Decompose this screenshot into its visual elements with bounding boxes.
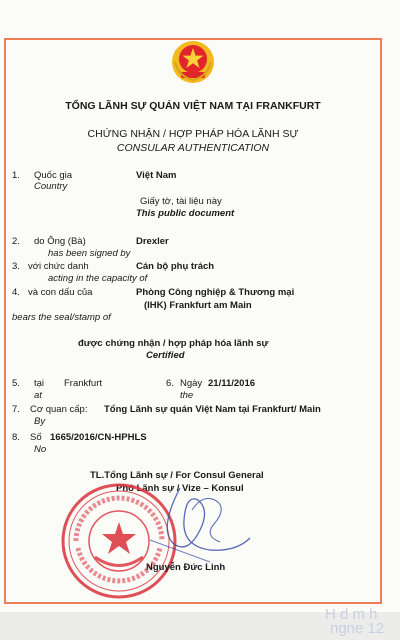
place-value: Frankfurt <box>64 378 103 389</box>
capacity-label: với chức danh <box>28 261 89 272</box>
item-number-2: 2. <box>12 236 20 247</box>
item-number-7: 7. <box>12 404 20 415</box>
item-number-8: 8. <box>12 432 20 443</box>
number-label: Số <box>30 432 42 443</box>
document-label: Giấy tờ, tài liệu này <box>140 196 222 207</box>
seal-value-line-2: (IHK) Frankfurt am Main <box>144 300 252 311</box>
item-number-3: 3. <box>12 261 20 272</box>
item-number-4: 4. <box>12 287 20 298</box>
item-number-5: 5. <box>12 378 20 389</box>
authentication-title-en: CONSULAR AUTHENTICATION <box>116 142 270 154</box>
country-label: Quốc gia <box>34 170 73 181</box>
signed-by-value: Drexler <box>136 236 169 247</box>
seal-label: và con dấu của <box>28 287 93 298</box>
date-value: 21/11/2016 <box>208 378 256 389</box>
signed-by-label: do Ông (Bà) <box>34 236 86 247</box>
issuer-label: Cơ quan cấp: <box>30 404 88 415</box>
country-value: Việt Nam <box>136 170 177 181</box>
issuer-label-en: By <box>34 416 46 427</box>
document-label-en: This public document <box>136 208 235 219</box>
country-label-en: Country <box>34 181 68 192</box>
signatory-name: Nguyễn Đức Linh <box>146 562 226 573</box>
item-number-6: 6. <box>166 378 174 389</box>
capacity-label-en: acting in the capacity of <box>48 273 148 284</box>
issuer-value: Tổng Lãnh sự quán Việt Nam tại Frankfurt/ Main <box>104 404 321 415</box>
number-label-en: No <box>34 444 47 455</box>
handwritten-signature <box>140 480 260 575</box>
underlying-page <box>0 606 400 640</box>
date-label-en: the <box>180 390 194 401</box>
date-label: Ngày <box>180 378 203 389</box>
authentication-title-vi: CHỨNG NHẬN / HỢP PHÁP HÓA LÃNH SỰ <box>87 128 299 140</box>
signed-by-label-en: has been signed by <box>48 248 131 259</box>
place-label-en: at <box>34 390 42 401</box>
number-value: 1665/2016/CN-HPHLS <box>50 432 147 443</box>
consulate-title: TỔNG LÃNH SỰ QUÁN VIỆT NAM TẠI FRANKFURT <box>65 100 321 112</box>
seal-label-en: bears the seal/stamp of <box>12 312 111 323</box>
certified-label-en: Certified <box>146 350 185 361</box>
certified-label: được chứng nhận / hợp pháp hóa lãnh sự <box>78 338 269 349</box>
signatory-subtitle: Phó Lãnh sự / Vize – Konsul <box>116 483 244 494</box>
seal-value-line-1: Phòng Công nghiệp & Thương mại <box>136 287 295 298</box>
faint-text-1: H d m h <box>325 606 378 623</box>
capacity-value: Cán bộ phụ trách <box>136 261 215 272</box>
item-number-1: 1. <box>12 170 20 181</box>
national-emblem-icon <box>170 40 216 84</box>
place-label: tại <box>34 378 45 389</box>
faint-text-2: ngne 12 <box>330 620 385 637</box>
signatory-title: TL.Tổng Lãnh sự / For Consul General <box>90 470 264 481</box>
